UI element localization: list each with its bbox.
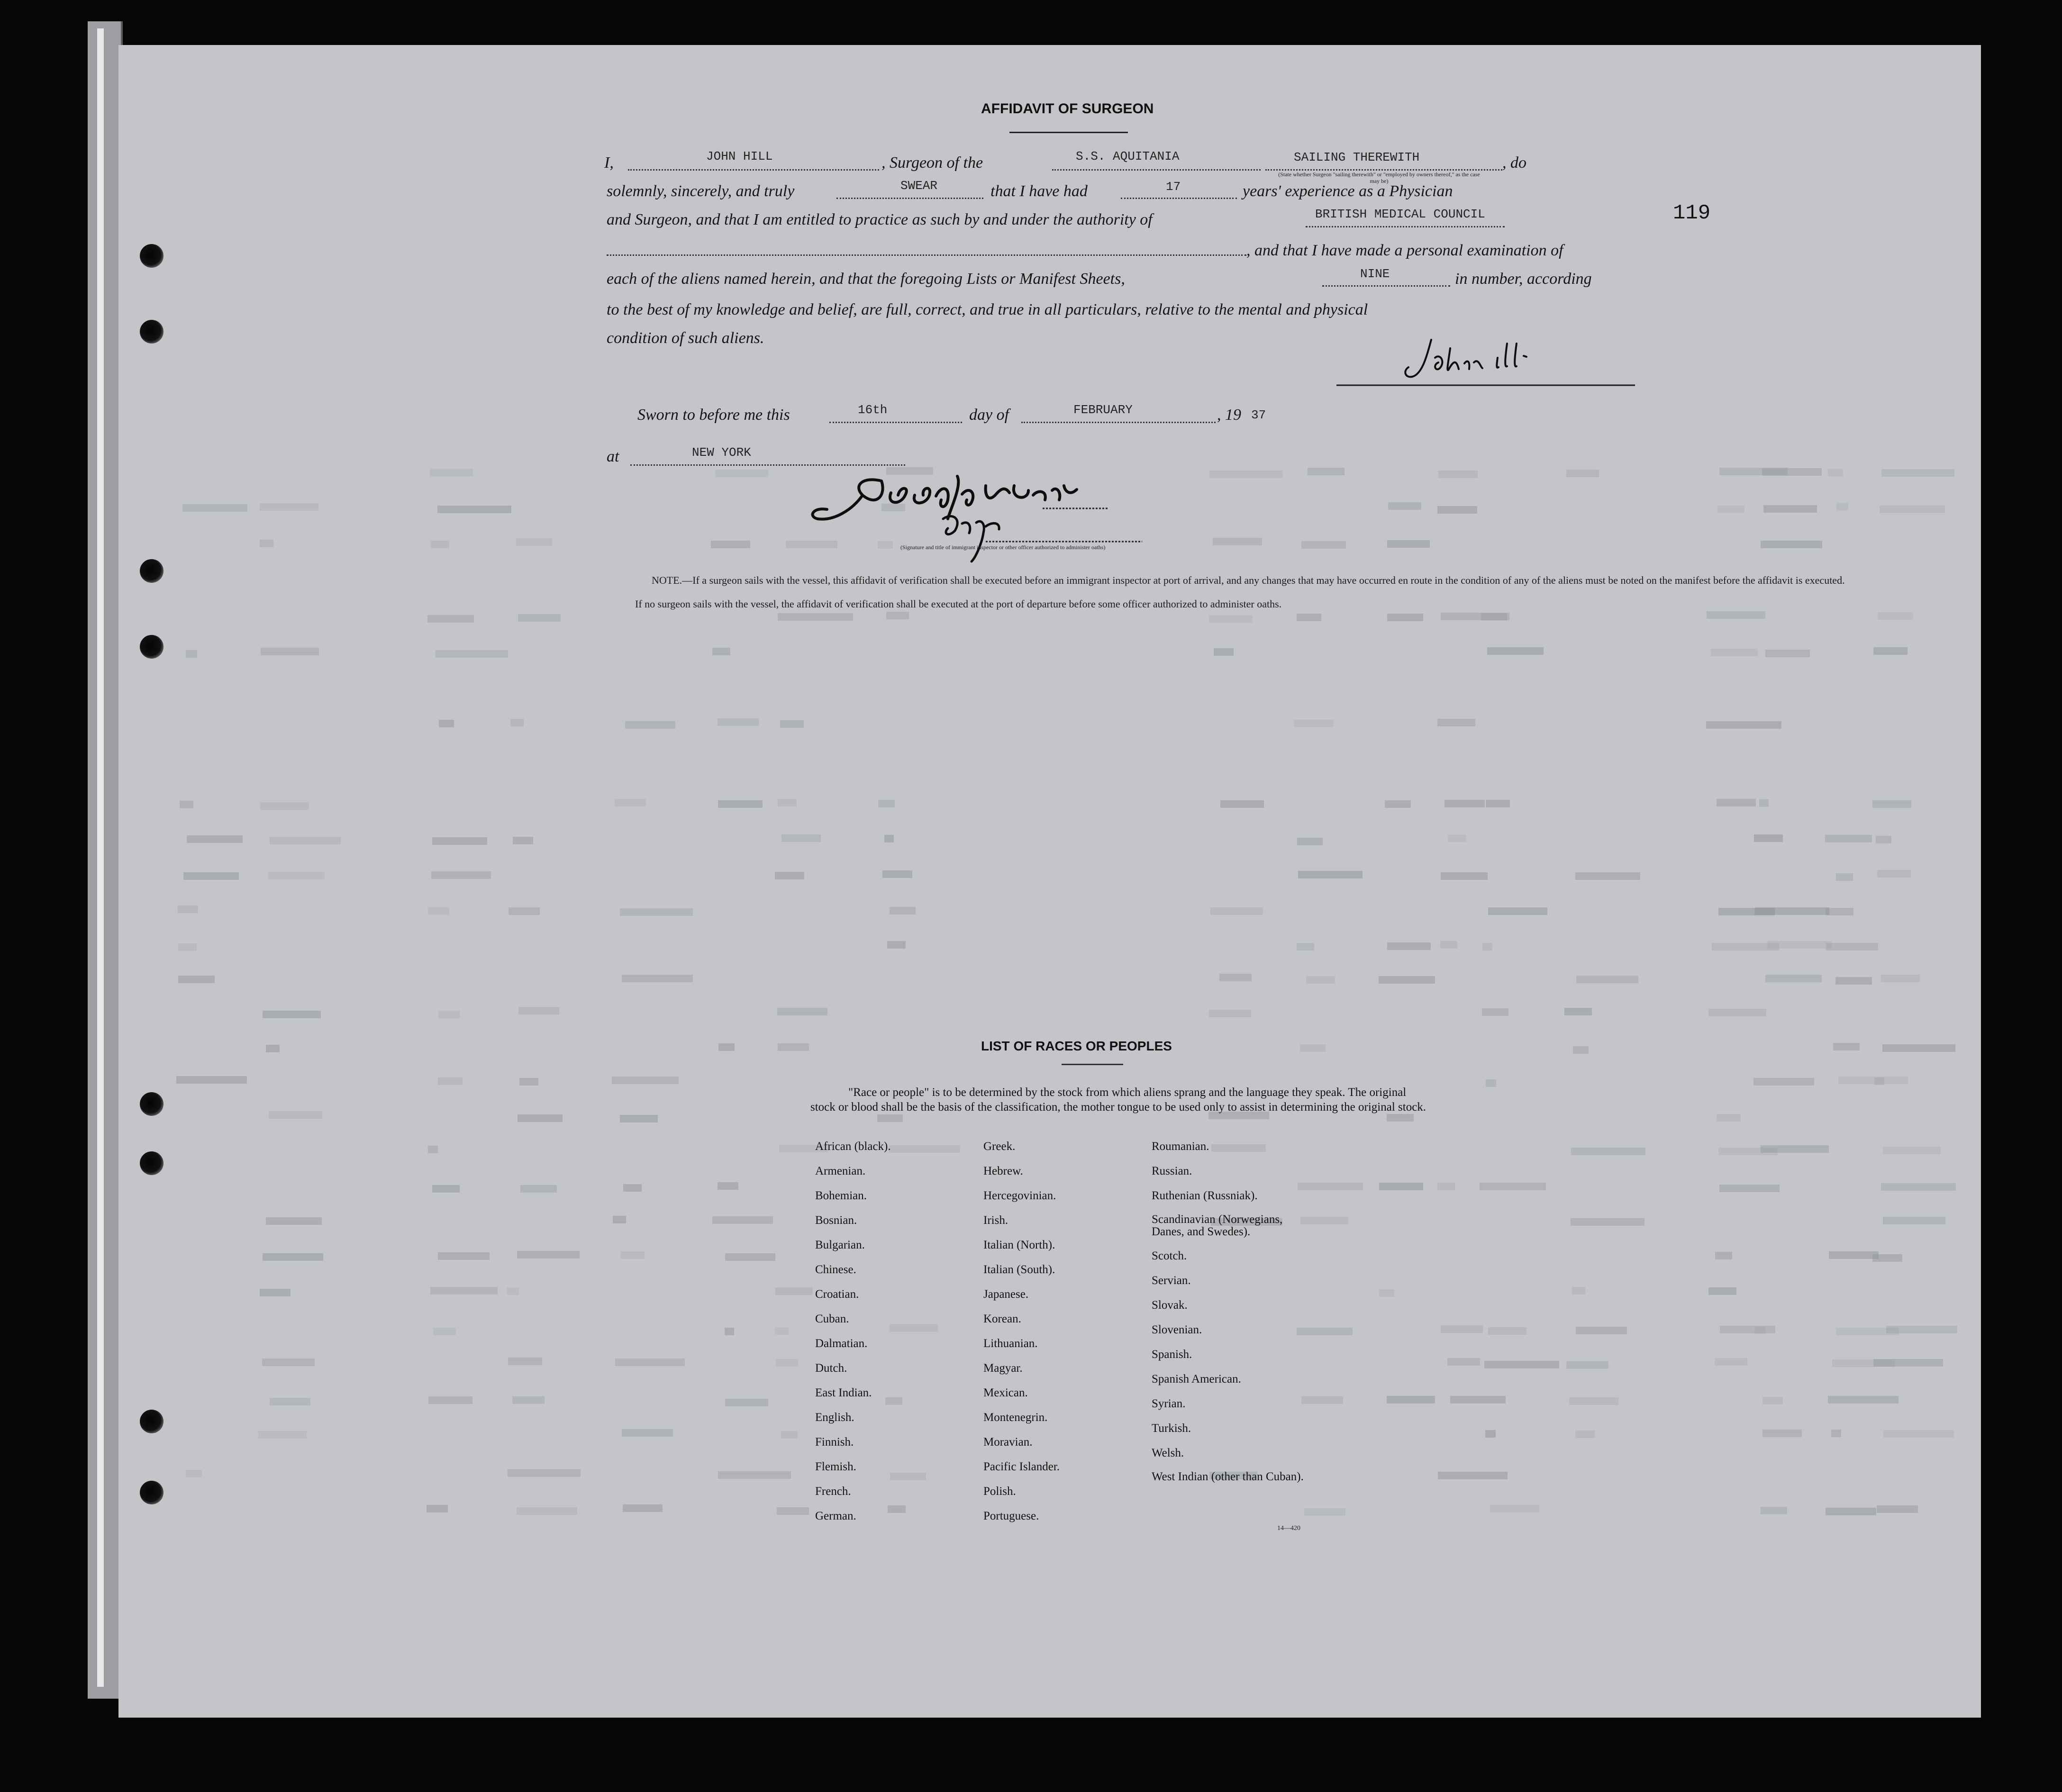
affidavit-title: AFFIDAVIT OF SURGEON	[981, 101, 1154, 117]
races-description: "Race or people" is to be determined by the stock from which aliens sprang and the language they speak. The original stock or blood shall be the basis of the classification, the mother tongue to be used only to assist in determining the original stock.	[810, 1086, 1426, 1113]
race-entry: Spanish.	[1152, 1348, 1192, 1361]
relation-note: (State whether Surgeon "sailing therewith" or "employed by owners thereof," as the case may be)	[1278, 171, 1480, 184]
inspector-signature	[806, 467, 1223, 571]
race-entry: German.	[815, 1510, 856, 1522]
race-entry: Korean.	[983, 1312, 1021, 1325]
sworn-year: 37	[1251, 408, 1266, 422]
vessel-line	[1052, 169, 1261, 171]
race-entry: Irish.	[983, 1214, 1008, 1227]
sworn-day-of: day of	[969, 406, 1009, 424]
at-prefix: at	[607, 448, 619, 465]
affidavit-i: I,	[604, 154, 614, 172]
punch-hole	[140, 635, 164, 659]
race-entry: Pacific Islander.	[983, 1460, 1060, 1473]
affidavit-surgeon-of: , Surgeon of the	[881, 154, 983, 172]
race-entry: Croatian.	[815, 1288, 859, 1301]
race-entry: Magyar.	[983, 1362, 1023, 1375]
sworn-day-line	[829, 422, 962, 423]
book-binding	[88, 21, 123, 1699]
race-entry: Greek.	[983, 1140, 1016, 1153]
race-entry: West Indian (other than Cuban).	[1152, 1470, 1304, 1483]
race-entry: Armenian.	[815, 1165, 866, 1177]
surgeon-name-line	[628, 169, 879, 171]
sworn-prefix: Sworn to before me this	[637, 406, 790, 424]
sworn-month: FEBRUARY	[1073, 403, 1133, 417]
punch-hole	[140, 244, 164, 268]
vessel-name: S.S. AQUITANIA	[1076, 149, 1180, 163]
oath-line	[836, 198, 983, 199]
race-entry: Cuban.	[815, 1312, 849, 1325]
race-entry: African (black).	[815, 1140, 891, 1153]
at-place-line	[630, 464, 905, 466]
race-entry: East Indian.	[815, 1386, 872, 1399]
race-entry: Hebrew.	[983, 1165, 1023, 1177]
sworn-month-line	[1021, 422, 1216, 423]
surgeon-relation: SAILING THEREWITH	[1294, 150, 1420, 164]
inspector-caption: (Signature and title of immigrant inspector or other officer authorized to administer oaths)	[900, 544, 1106, 551]
race-entry: Portuguese.	[983, 1510, 1039, 1522]
race-entry: Roumanian.	[1152, 1140, 1209, 1153]
races-column-3	[1152, 1140, 1313, 1506]
race-entry: Italian (South).	[983, 1263, 1055, 1276]
race-entry: Ruthenian (Russniak).	[1152, 1189, 1258, 1202]
race-entry: Welsh.	[1152, 1447, 1184, 1459]
sheets-line	[1322, 285, 1450, 287]
race-entry: Bohemian.	[815, 1189, 867, 1202]
years-experience: 17	[1166, 180, 1181, 194]
punch-hole	[140, 559, 164, 583]
punch-hole	[140, 1092, 164, 1116]
affidavit-in-number: in number, according	[1455, 270, 1592, 288]
punch-hole	[140, 1410, 164, 1433]
races-column-1	[815, 1140, 972, 1534]
sworn-year-prefix: , 19	[1217, 406, 1241, 424]
affidavit-solemnly: solemnly, sincerely, and truly	[607, 182, 795, 200]
race-entry: Slovenian.	[1152, 1323, 1202, 1336]
race-entry: Bulgarian.	[815, 1239, 865, 1251]
race-entry: Japanese.	[983, 1288, 1029, 1301]
at-place: NEW YORK	[692, 445, 751, 460]
years-line	[1121, 198, 1237, 199]
form-number: 14—420	[1277, 1525, 1300, 1532]
race-entry: Flemish.	[815, 1460, 856, 1473]
affidavit-authority: and Surgeon, and that I am entitled to practice as such by and under the authority of	[607, 211, 1153, 228]
manifest-page	[118, 45, 1981, 1718]
race-entry: English.	[815, 1411, 854, 1424]
race-entry: Russian.	[1152, 1165, 1192, 1177]
authority-line-2	[607, 254, 1246, 256]
race-entry: Montenegrin.	[983, 1411, 1048, 1424]
affidavit-have-had: that I have had	[990, 182, 1088, 200]
authority-name: BRITISH MEDICAL COUNCIL	[1315, 207, 1485, 221]
relation-line	[1265, 169, 1502, 171]
race-entry: Finnish.	[815, 1436, 854, 1448]
race-entry: Syrian.	[1152, 1397, 1186, 1410]
sheets-count: NINE	[1360, 267, 1390, 281]
race-entry: Chinese.	[815, 1263, 856, 1276]
race-entry: Scandinavian (Norwegians, Danes, and Swedes).	[1152, 1213, 1283, 1238]
race-entry: French.	[815, 1485, 851, 1498]
races-column-2	[983, 1140, 1140, 1534]
race-entry: Dalmatian.	[815, 1337, 868, 1350]
race-entry: Turkish.	[1152, 1422, 1191, 1435]
affidavit-line6: to the best of my knowledge and belief, are full, correct, and true in all particulars, relative to the mental and physical	[607, 301, 1368, 318]
race-entry: Mexican.	[983, 1386, 1028, 1399]
race-entry: Bosnian.	[815, 1214, 857, 1227]
affidavit-line4: , and that I have made a personal examination of	[1246, 242, 1563, 259]
surgeon-signature	[1308, 329, 1640, 391]
binding-edge	[97, 28, 104, 1687]
race-entry: Hercegovinian.	[983, 1189, 1056, 1202]
affidavit-note: NOTE.—If a surgeon sails with the vessel, this affidavit of verification shall be executed before an immigrant inspector at port of arrival, and any changes that may have occurred en route in the condition of any of the aliens must be noted on the manifest before the affidavit is executed.	[652, 574, 1845, 586]
race-entry: Dutch.	[815, 1362, 847, 1375]
title-rule	[1009, 132, 1128, 133]
oath-word: SWEAR	[900, 179, 938, 193]
page-number: 119	[1673, 201, 1711, 225]
race-entry: Spanish American.	[1152, 1373, 1241, 1385]
race-entry: Polish.	[983, 1485, 1016, 1498]
races-title: LIST OF RACES OR PEOPLES	[981, 1039, 1172, 1053]
authority-line	[1306, 226, 1505, 227]
affidavit-years-experience: years' experience as a Physician	[1243, 182, 1453, 200]
race-entry: Slovak.	[1152, 1299, 1188, 1312]
affidavit-do: , do	[1502, 154, 1526, 172]
surgeon-name: JOHN HILL	[706, 149, 773, 163]
punch-hole	[140, 1481, 164, 1504]
race-entry: Italian (North).	[983, 1239, 1055, 1251]
race-entry: Scotch.	[1152, 1249, 1187, 1262]
race-entry: Servian.	[1152, 1274, 1191, 1287]
affidavit-line5: each of the aliens named herein, and that the foregoing Lists or Manifest Sheets,	[607, 270, 1125, 288]
race-entry: Lithuanian.	[983, 1337, 1038, 1350]
races-rule	[1062, 1064, 1123, 1065]
race-entry: Moravian.	[983, 1436, 1033, 1448]
punch-hole	[140, 320, 164, 344]
sworn-day: 16th	[858, 403, 888, 417]
punch-hole	[140, 1151, 164, 1175]
affidavit-line7: condition of such aliens.	[607, 329, 764, 347]
affidavit-note-2: If no surgeon sails with the vessel, the affidavit of verification shall be executed at the port of departure before some officer authorized to administer oaths.	[635, 598, 1282, 610]
